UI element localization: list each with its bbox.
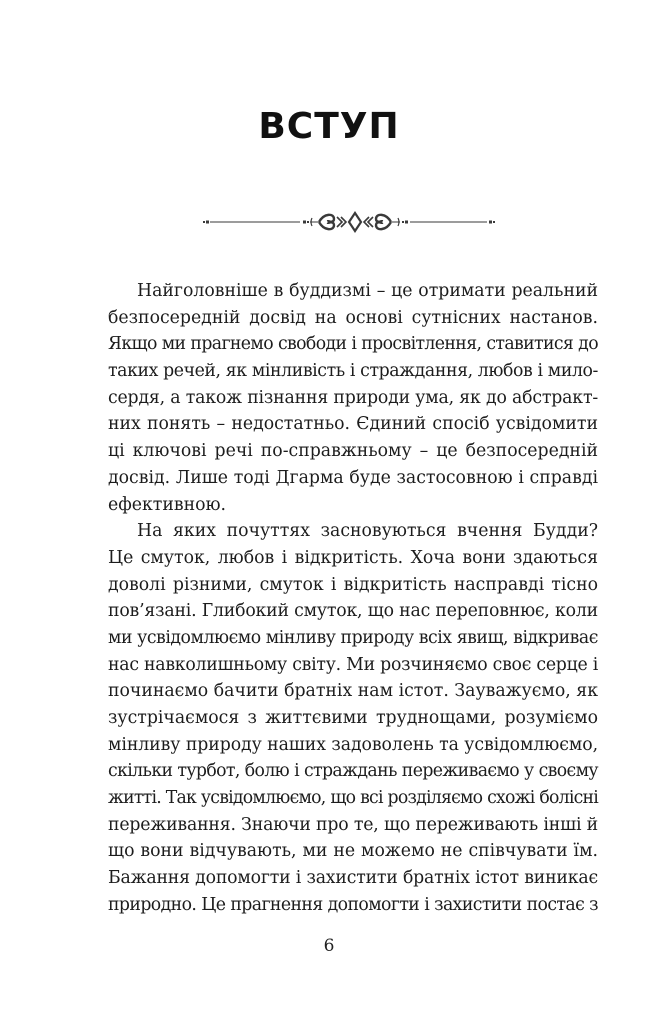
text-line: доволі різними, смуток і відкритість насправді тісно — [108, 574, 598, 595]
text-line: ефективною. — [108, 494, 227, 515]
text-line: що вони відчувають, ми не можемо не співчувати їм. — [108, 841, 598, 862]
text-line: нас навколишньому світу. Ми розчиняємо своє серце і — [108, 654, 598, 675]
text-line: мінливу природу наших задоволень та усвідомлюємо, — [108, 734, 598, 755]
paragraph — [108, 518, 598, 918]
paragraph — [108, 278, 598, 518]
text-line: Бажання допомогти і захистити братніх істот виникає — [108, 868, 598, 889]
text-line: зустрічаємося з життєвими труднощами, розуміємо — [108, 708, 598, 728]
text-line: природно. Це прагнення допомогти і захистити постає з — [108, 894, 598, 915]
chapter-body — [108, 278, 598, 919]
text-line: таких речей, як мінливість і страждання, любов і мило- — [108, 361, 598, 382]
text-line: переживання. Знаючи про те, що переживають інші й — [108, 814, 598, 835]
page-number: 6 — [323, 936, 335, 956]
text-line: Найголовніше в буддизмі – це отримати реальний — [137, 281, 598, 301]
ornament-divider-icon — [200, 209, 498, 235]
text-line: житті. Так усвідомлюємо, що всі розділяємо схожі болісні — [108, 788, 598, 809]
text-line: ці ключові речі по-справжньому – це безпосередній — [108, 441, 598, 462]
chapter-title: ВСТУП — [258, 106, 400, 147]
text-line: сердя, а також пізнання природи ума, як до абстракт- — [108, 387, 598, 408]
text-line: них понять – недостатньо. Єдиний спосіб усвідомити — [108, 414, 598, 435]
text-line: Це смуток, любов і відкритість. Хоча вони здаються — [108, 547, 598, 568]
text-line: пов’язані. Глибокий смуток, що нас переповнює, коли — [108, 601, 598, 622]
text-line: На яких почуттях засновуються вчення Будди? — [137, 521, 598, 542]
text-line: досвід. Лише тоді Дгарма буде застосовною і справді — [108, 467, 598, 488]
text-line: починаємо бачити братніх нам істот. Зауважуємо, як — [108, 681, 598, 702]
text-line: безпосередній досвід на основі сутнісних настанов. — [108, 307, 598, 328]
text-line: Якщо ми прагнемо свободи і просвітлення, ставитися до — [108, 334, 598, 355]
text-line: скільки турбот, болю і страждань переживаємо у своєму — [108, 761, 598, 782]
text-line: ми усвідомлюємо мінливу природу всіх явищ, відкриває — [108, 627, 598, 648]
